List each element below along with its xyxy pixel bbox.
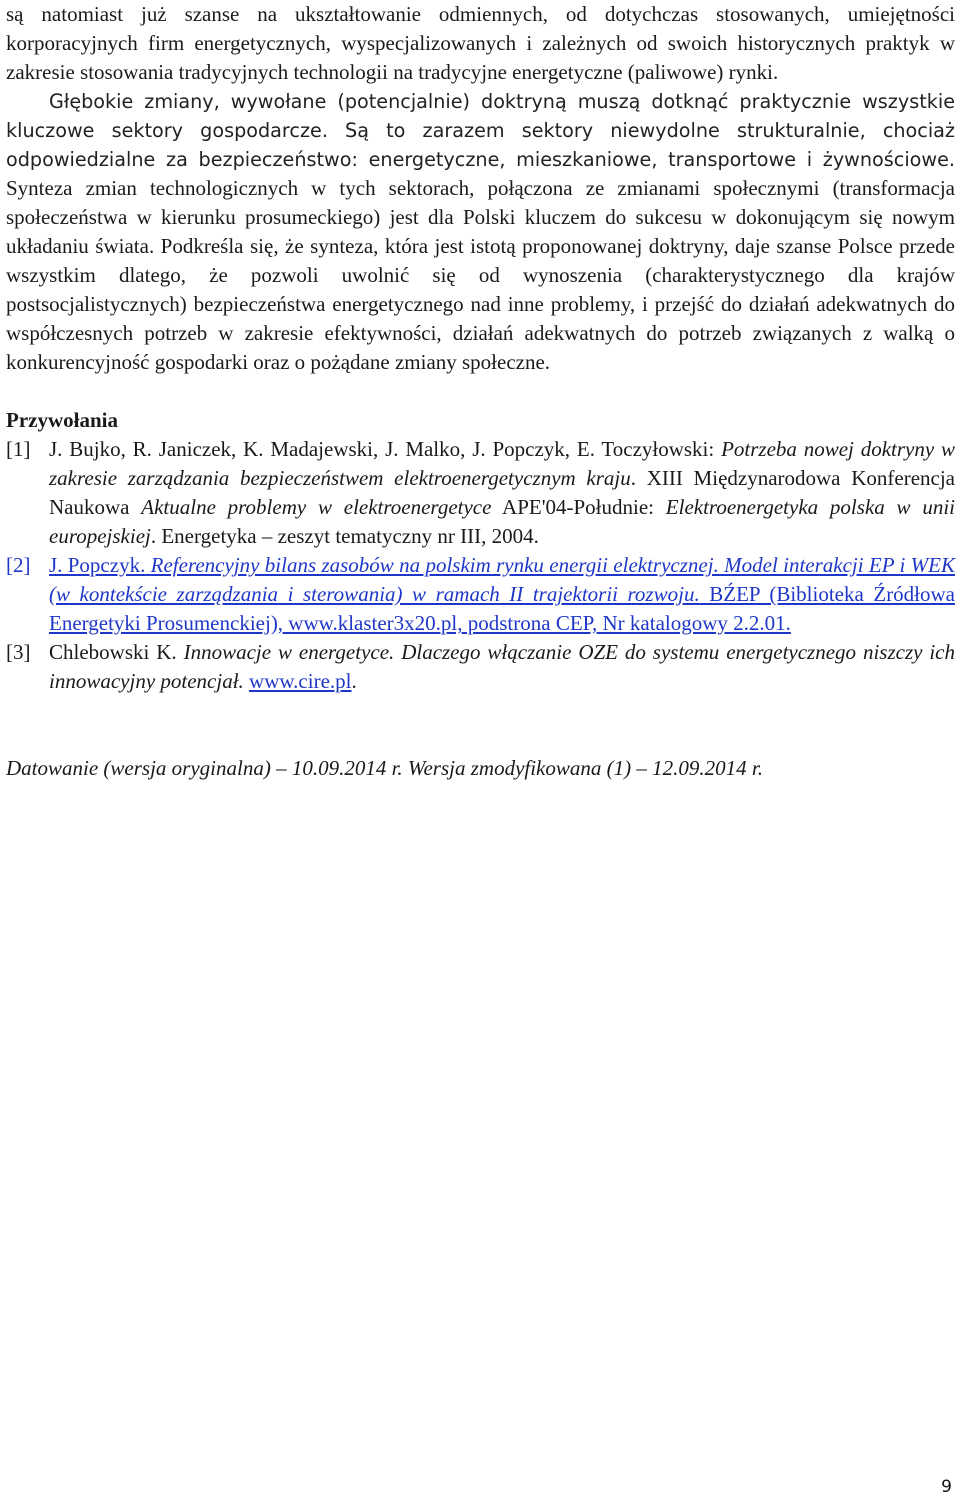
paragraph-2 (6, 87, 955, 377)
reference-body: Chlebowski K. Innowacje w energetyce. Dlaczego włączanie OZE do systemu energetycznego niszczy ich innowacyjny potencjał. www.cire.pl. (49, 640, 956, 693)
page-number: 9 (941, 1477, 952, 1497)
reference-body (49, 551, 955, 638)
reference-1 (6, 435, 955, 551)
reference-3 (6, 638, 955, 696)
reference-number: [3] (6, 640, 31, 664)
paragraph-2-middle: Są to zarazem sektory niewydolne strukturalnie, chociaż odpowiedzialne za bezpieczeństwo: energetyczne, mieszkaniowe, transportowe i żywnościowe. (6, 119, 955, 171)
references-list (6, 435, 955, 696)
reference-2 (6, 551, 955, 638)
paragraph-2-rest: Synteza zmian technologicznych w tych sektorach, połączona ze zmianami społecznymi (transformacja społeczeństwa w kierunku prosumeckiego) jest dla Polski kluczem do sukcesu w dokonującym się nowym układaniu świata. Podkreśla się, że synteza, która jest istotą proponowanej doktryny, daje szanse Polsce przede wszystkim dlatego, że pozwoli uwolnić się od wynoszenia (charakterystycznego dla krajów postsocjalistycznych) bezpieczeństwa energetycznego nad inne problemy, i przejść do działań adekwatnych do współczesnych potrzeb w zakresie efektywności, działań adekwatnych do potrzeb związanych z walką o konkurencyjność gospodarki oraz o pożądane zmiany społeczne. (6, 176, 955, 374)
paragraph-2-lead: Głębokie zmiany, wywołane (potencjalnie) doktryną muszą dotknąć praktycznie wszystkie kluczowe sektory gospodarcze. (6, 90, 955, 142)
references-heading: Przywołania (6, 408, 118, 432)
reference-body: J. Bujko, R. Janiczek, K. Madajewski, J. Malko, J. Popczyk, E. Toczyłowski: Potrzeba nowej doktryny w zakresie zarządzania bezpieczeństwem elektroenergetycznym kraju. XIII Międzynarodowa Konferencja Naukowa Aktualne problemy w elektroenergetyce APE'04-Południe: Elektroenergetyka polska w unii europejskiej. Energetyka – zeszyt tematyczny nr III, 2004. (49, 437, 956, 548)
dating-line: Datowanie (wersja oryginalna) – 10.09.2014 r. Wersja zmodyfikowana (1) – 12.09.2014 r. (6, 756, 763, 780)
reference-number: [1] (6, 437, 31, 461)
paragraph-1: są natomiast już szanse na ukształtowanie odmiennych, od dotychczas stosowanych, umiejętności korporacyjnych firm energetycznych, wyspecjalizowanych i zależnych od swoich historycznych praktyk w zakresie stosowania tradycyjnych technologii na tradycyjne energetyczne (paliwowe) rynki. (6, 2, 955, 84)
reference-number: [2] (6, 553, 31, 577)
reference-2-link[interactable]: J. Popczyk. Referencyjny bilans zasobów na polskim rynku energii elektrycznej. Model interakcji EP i WEK (w kontekście zarządzania i sterowania) w ramach II trajektorii rozwoju. BŹEP (Biblioteka Źródłowa Energetyki Prosumenckiej), www.klaster3x20.pl, podstrona CEP, Nr katalogowy 2.2.01. (49, 553, 956, 635)
cire-link[interactable]: www.cire.pl (249, 669, 352, 693)
